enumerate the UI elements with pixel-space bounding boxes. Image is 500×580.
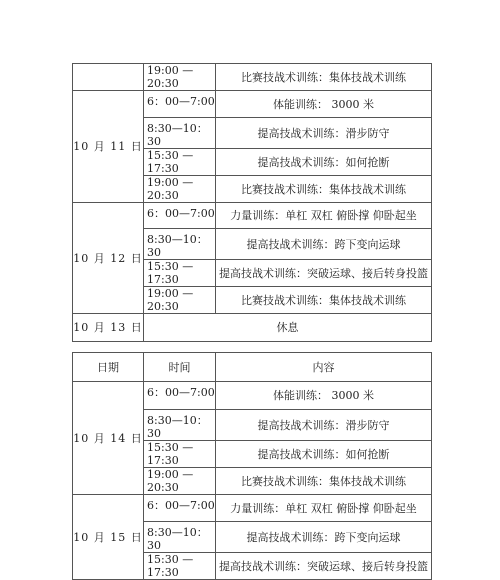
content-cell: 提高技战术训练：滑步防守 bbox=[216, 410, 432, 441]
time-cell: 8:30—10：30 bbox=[144, 410, 216, 441]
schedule-table-2 bbox=[72, 352, 432, 580]
content-cell: 比赛技战术训练：集体技战术训练 bbox=[216, 176, 432, 203]
date-cell-empty bbox=[73, 64, 144, 91]
content-cell: 提高技战术训练：滑步防守 bbox=[216, 118, 432, 149]
content-cell: 提高技战术训练：突破运球、接后转身投篮 bbox=[216, 553, 432, 580]
header-content: 内容 bbox=[216, 353, 432, 382]
schedule-table-1 bbox=[72, 63, 432, 342]
content-cell: 比赛技战术训练：集体技战术训练 bbox=[216, 64, 432, 91]
content-cell: 比赛技战术训练：集体技战术训练 bbox=[216, 287, 432, 314]
content-cell: 体能训练： 3000 米 bbox=[216, 382, 432, 410]
content-cell: 比赛技战术训练：集体技战术训练 bbox=[216, 468, 432, 495]
content-cell: 力量训练：单杠 双杠 俯卧撑 仰卧起坐 bbox=[216, 495, 432, 522]
content-cell: 体能训练： 3000 米 bbox=[216, 91, 432, 118]
table-row bbox=[73, 91, 432, 118]
time-cell: 6：00—7:00 bbox=[144, 495, 216, 522]
rest-cell: 休息 bbox=[144, 314, 432, 342]
time-cell: 19:00 — 20:30 bbox=[144, 287, 216, 314]
table-row bbox=[73, 64, 432, 91]
table-row bbox=[73, 382, 432, 410]
time-cell: 15:30 — 17:30 bbox=[144, 149, 216, 176]
table-row bbox=[73, 314, 432, 342]
date-cell: 10 月 13 日 bbox=[73, 314, 144, 342]
table-row bbox=[73, 203, 432, 229]
time-cell: 15:30 — 17:30 bbox=[144, 260, 216, 287]
time-cell: 6：00—7:00 bbox=[144, 203, 216, 229]
time-cell: 8:30—10：30 bbox=[144, 522, 216, 553]
content-cell: 提高技战术训练：如何抢断 bbox=[216, 441, 432, 468]
time-cell: 8:30—10：30 bbox=[144, 229, 216, 260]
time-cell: 19:00 — 20:30 bbox=[144, 64, 216, 91]
date-cell: 10 月 14 日 bbox=[73, 382, 144, 495]
time-cell: 19:00 — 20:30 bbox=[144, 468, 216, 495]
time-cell: 6：00—7:00 bbox=[144, 382, 216, 410]
date-cell: 10 月 12 日 bbox=[73, 203, 144, 314]
time-cell: 19:00 — 20:30 bbox=[144, 176, 216, 203]
header-date: 日期 bbox=[73, 353, 144, 382]
time-cell: 8:30—10：30 bbox=[144, 118, 216, 149]
content-cell: 提高技战术训练：跨下变向运球 bbox=[216, 229, 432, 260]
time-cell: 6：00—7:00 bbox=[144, 91, 216, 118]
time-cell: 15:30 — 17:30 bbox=[144, 441, 216, 468]
content-cell: 力量训练：单杠 双杠 俯卧撑 仰卧起坐 bbox=[216, 203, 432, 229]
table-row bbox=[73, 495, 432, 522]
content-cell: 提高技战术训练：如何抢断 bbox=[216, 149, 432, 176]
time-cell: 15:30 — 17:30 bbox=[144, 553, 216, 580]
content-cell: 提高技战术训练：跨下变向运球 bbox=[216, 522, 432, 553]
content-cell: 提高技战术训练：突破运球、接后转身投篮 bbox=[216, 260, 432, 287]
header-row bbox=[73, 353, 432, 382]
date-cell: 10 月 11 日 bbox=[73, 91, 144, 203]
header-time: 时间 bbox=[144, 353, 216, 382]
date-cell: 10 月 15 日 bbox=[73, 495, 144, 580]
